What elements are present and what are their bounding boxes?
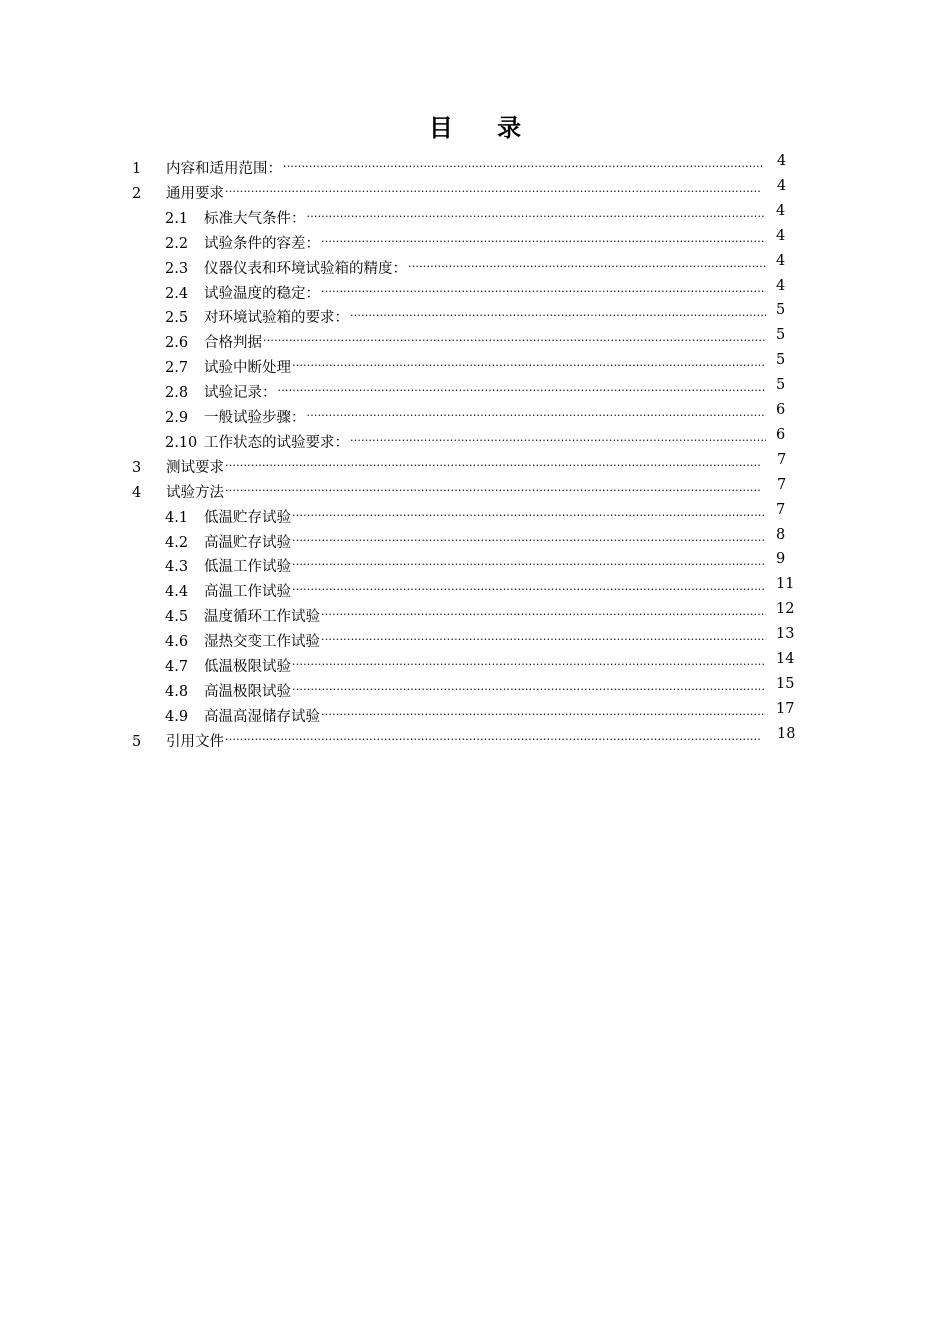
toc-entry-page-number: 5 <box>776 327 786 344</box>
toc-entry-title: 工作状态的试验要求： <box>204 434 349 451</box>
toc-entry[interactable] <box>165 249 767 277</box>
toc-entry-page-number: 5 <box>776 377 786 394</box>
toc-dot-leader <box>225 473 762 497</box>
toc-entry-title: 试验条件的容差： <box>204 235 320 252</box>
toc-entry[interactable] <box>165 348 767 377</box>
toc-entry-number: 2 <box>132 185 142 202</box>
toc-dot-leader <box>283 149 762 173</box>
toc-entry-page-number: 5 <box>776 352 786 369</box>
toc-entry-page-number: 9 <box>776 551 786 568</box>
toc-entry-number: 4 <box>132 484 142 501</box>
toc-entry[interactable] <box>132 448 763 476</box>
page-title: 目 录 <box>428 114 540 142</box>
toc-dot-leader <box>292 672 766 696</box>
toc-entry-title: 标准大气条件： <box>204 210 306 227</box>
toc-entry-title: 湿热交变工作试验 <box>204 634 320 651</box>
toc-entry-number: 5 <box>132 733 142 750</box>
toc-entry-number: 1 <box>132 161 142 177</box>
toc-entry[interactable] <box>165 572 767 601</box>
toc-entry-number: 2.4 <box>165 285 189 302</box>
toc-entry-title: 内容和适用范围： <box>166 161 282 177</box>
toc-entry-page-number: 12 <box>776 601 795 618</box>
toc-entry[interactable] <box>165 323 767 352</box>
toc-dot-leader <box>321 597 766 621</box>
toc-entry[interactable] <box>132 149 763 177</box>
toc-entry-page-number: 14 <box>776 651 795 667</box>
toc-dot-leader <box>292 498 766 522</box>
toc-entry-page-number: 8 <box>776 526 786 543</box>
toc-entry-number: 4.6 <box>165 634 189 651</box>
toc-dot-leader <box>307 398 767 422</box>
toc-entry[interactable] <box>165 547 767 576</box>
toc-entry[interactable] <box>165 423 767 451</box>
toc-entry-page-number: 18 <box>777 725 796 742</box>
toc-entry-number: 2.3 <box>165 260 189 277</box>
toc-entry-number: 4.5 <box>165 609 189 626</box>
toc-entry-title: 试验方法 <box>166 484 224 501</box>
toc-dot-leader <box>292 348 766 372</box>
toc-entry-page-number: 17 <box>776 700 795 717</box>
toc-entry-number: 4.8 <box>165 683 189 700</box>
toc-entry[interactable] <box>165 373 767 402</box>
toc-entry-page-number: 4 <box>776 277 786 294</box>
toc-dot-leader <box>350 298 766 322</box>
toc-entry-page-number: 6 <box>776 402 786 418</box>
toc-entry-title: 低温极限试验 <box>204 659 291 675</box>
toc-entry[interactable] <box>165 647 767 675</box>
toc-entry-page-number: 6 <box>776 426 786 443</box>
toc-entry[interactable] <box>165 224 767 252</box>
toc-dot-leader <box>321 697 766 721</box>
toc-entry-title: 试验温度的稳定： <box>204 285 320 302</box>
toc-entry[interactable] <box>165 274 767 302</box>
toc-entry[interactable] <box>165 622 767 651</box>
toc-entry-title: 仪器仪表和环境试验箱的精度： <box>204 260 407 277</box>
toc-entry-number: 3 <box>132 459 142 476</box>
toc-dot-leader <box>225 174 762 198</box>
toc-entry[interactable] <box>165 597 767 626</box>
toc-entry-number: 2.1 <box>165 210 189 227</box>
toc-entry-page-number: 11 <box>776 576 795 593</box>
toc-entry[interactable] <box>165 498 767 526</box>
toc-entry-number: 4.4 <box>165 584 189 601</box>
toc-entry-title: 试验记录： <box>204 385 277 402</box>
toc-entry[interactable] <box>132 473 763 501</box>
toc-entry-page-number: 13 <box>776 626 795 643</box>
toc-entry[interactable] <box>165 298 767 327</box>
toc-entry-page-number: 4 <box>777 177 787 194</box>
toc-dot-leader <box>278 373 767 397</box>
toc-entry-number: 2.2 <box>165 235 189 252</box>
toc-dot-leader <box>408 249 766 273</box>
toc-entry[interactable] <box>165 672 767 700</box>
toc-entry[interactable] <box>165 697 767 725</box>
toc-dot-leader <box>225 722 762 746</box>
toc-entry-page-number: 7 <box>777 476 787 493</box>
toc-dot-leader <box>225 448 762 472</box>
toc-dot-leader <box>292 523 766 547</box>
toc-entry-title: 高温贮存试验 <box>204 534 291 551</box>
toc-dot-leader <box>292 647 766 671</box>
toc-entry[interactable] <box>165 398 767 426</box>
toc-dot-leader <box>292 547 766 571</box>
toc-entry-title: 对环境试验箱的要求： <box>204 310 349 327</box>
toc-entry-title: 试验中断处理 <box>204 360 291 377</box>
toc-dot-leader <box>350 423 766 447</box>
toc-entry-title: 高温极限试验 <box>204 683 291 700</box>
toc-entry[interactable] <box>132 722 763 750</box>
toc-entry-title: 高温工作试验 <box>204 584 291 601</box>
toc-entry-title: 合格判据 <box>204 335 262 352</box>
toc-entry-number: 2.10 <box>165 434 198 451</box>
toc-entry-number: 2.7 <box>165 360 189 377</box>
toc-entry-title: 通用要求 <box>166 185 224 202</box>
toc-dot-leader <box>321 224 766 248</box>
toc-dot-leader <box>321 274 766 298</box>
toc-entry-number: 2.6 <box>165 335 189 352</box>
toc-entry[interactable] <box>165 199 767 227</box>
toc-entry-title: 高温高湿储存试验 <box>204 708 320 725</box>
toc-entry-number: 2.9 <box>165 410 189 426</box>
toc-entry-number: 4.2 <box>165 534 189 551</box>
toc-entry-number: 4.3 <box>165 559 189 576</box>
toc-dot-leader <box>307 199 767 223</box>
toc-entry-page-number: 4 <box>776 252 786 269</box>
toc-entry-title: 测试要求 <box>166 459 224 476</box>
toc-entry-title: 低温贮存试验 <box>204 509 291 526</box>
toc-entry-page-number: 5 <box>776 302 786 319</box>
toc-entry-number: 2.5 <box>165 310 189 327</box>
toc-entry-number: 4.9 <box>165 708 189 725</box>
toc-dot-leader <box>263 323 766 347</box>
toc-entry-page-number: 7 <box>777 451 787 468</box>
toc-dot-leader <box>321 622 766 646</box>
toc-entry-page-number: 15 <box>776 675 795 692</box>
toc-entry[interactable] <box>165 523 767 551</box>
toc-entry-title: 一般试验步骤： <box>204 410 306 426</box>
toc-entry[interactable] <box>132 174 763 202</box>
toc-entry-title: 温度循环工作试验 <box>204 609 320 626</box>
toc-entry-title: 引用文件 <box>166 733 224 750</box>
toc-entry-number: 2.8 <box>165 385 189 402</box>
toc-entry-page-number: 4 <box>776 202 786 219</box>
toc-entry-page-number: 4 <box>776 227 786 244</box>
toc-entry-page-number: 7 <box>776 501 786 518</box>
toc-entry-page-number: 4 <box>777 153 787 169</box>
toc-entry-number: 4.7 <box>165 659 189 675</box>
toc-entry-number: 4.1 <box>165 509 189 526</box>
toc-entry-title: 低温工作试验 <box>204 559 291 576</box>
toc-dot-leader <box>292 572 766 596</box>
